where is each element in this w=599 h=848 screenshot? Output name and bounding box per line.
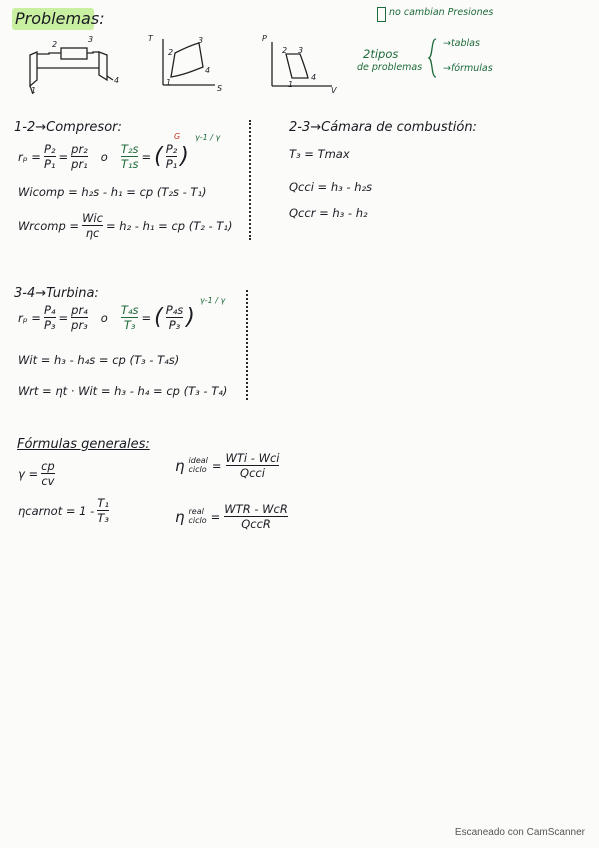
w-rcomp-fraction [82,212,103,239]
ts-point-1: 1 [166,78,172,87]
eq-sign: = [141,310,152,325]
paren-open: ( [154,144,163,170]
ts-axis-y: T [148,34,153,43]
gamma-formula [18,460,55,487]
frac-den: QccR [241,517,271,532]
page-title: Problemas: [15,9,105,28]
frac-num: T₁ [97,496,109,510]
carnot-fraction [97,497,109,524]
w-it-formula: Wit = h₃ - h₄s = cp (T₃ - T₄s) [18,353,180,367]
p-fraction [166,304,184,331]
frac-num: WTR - WcR [224,502,288,516]
frac-num: P₂ [43,142,56,156]
frac-num: pr₄ [71,303,88,317]
frac-num: Wic [82,211,103,225]
red-mark: G [174,132,181,141]
compresor-rp-formula [18,143,189,170]
turbina-heading: 3-4→Turbina: [14,286,99,301]
eq-sign: = [141,149,152,164]
or-word: o [100,310,108,325]
eq-sign: = [210,509,221,524]
frac-den: T₁s [120,157,139,172]
rp-fraction-2 [71,143,88,170]
w-rcomp-lhs: Wrcomp = [18,218,80,233]
frac-den: P₁ [43,157,56,172]
tipos-count: 2tipos [363,47,399,61]
camara-heading: 2-3→Cámara de combustión: [289,120,477,135]
ts-diagram [153,35,223,90]
eta-symbol: η [175,507,185,526]
frac-den: ηc [85,226,100,241]
frac-num: T₂s [120,142,139,156]
pv-point-3: 3 [298,46,304,55]
tipos-sub: de problemas [357,62,423,73]
w-rt-formula: Wrt = ηt · Wit = h₃ - h₄ = cp (T₃ - T₄) [18,384,228,398]
paren-open: ( [154,305,163,331]
frac-den: pr₃ [71,318,88,333]
rp-fraction-1 [44,143,56,170]
frac-num: pr₂ [71,142,88,156]
pv-axis-y: P [262,34,267,43]
eta-ideal-formula [175,452,279,479]
gamma-fraction [41,460,55,487]
pv-axis-x: V [331,86,337,95]
cycle-label-2: 2 [52,40,58,49]
frac-den: P₃ [168,318,181,333]
frac-den: cv [41,474,55,489]
ts-point-3: 3 [198,36,204,45]
eta-sub: ciclo [188,464,207,474]
eta-ideal-fraction [226,452,280,479]
w-rcomp-rhs: = h₂ - h₁ = cp (T₂ - T₁) [105,218,233,233]
ts-point-4: 4 [205,66,211,75]
frac-den: Qcci [240,466,265,481]
w-icomp-formula: Wicomp = h₂s - h₁ = cp (T₂s - T₁) [18,185,207,199]
eta-real-formula [175,503,288,530]
frac-num: P₄s [165,303,184,317]
frac-num: WTi - Wci [225,451,280,465]
frac-den: P₃ [43,318,56,333]
eq-sign: = [211,458,222,473]
ts-axis-x: S [217,84,223,93]
camara-qcci: Qcci = h₃ - h₂s [289,180,373,194]
carnot-formula [18,497,109,524]
pv-point-1: 1 [288,80,294,89]
rp-lhs: rₚ = [18,149,41,164]
camara-t3: T₃ = Tmax [289,147,350,161]
eta-sup: ideal [188,455,208,465]
p-fraction [166,143,178,170]
gamma-lhs: γ = [18,466,39,481]
pv-point-2: 2 [282,46,288,55]
turbina-rp-formula [18,304,195,331]
paren-close: ) [180,144,189,170]
eta-ideal-sub [189,457,208,475]
frac-den: P₁ [165,157,178,172]
pv-point-4: 4 [311,73,317,82]
tipos-b: →fórmulas [443,63,493,74]
scanner-watermark: Escaneado con CamScanner [454,827,585,838]
note-text: no cambian Presiones [389,7,494,18]
pv-diagram [266,40,341,90]
paren-close: ) [186,305,195,331]
cycle-label-4: 4 [114,76,120,85]
eta-real-fraction [224,503,288,530]
rp-lhs: rₚ = [18,310,41,325]
compresor-exponent: γ-1 / γ [195,133,221,142]
t-fraction [121,143,139,170]
eq-sign: = [58,310,69,325]
cycle-label-1: 1 [31,86,37,95]
cycle-schematic [27,40,127,100]
frac-num: P₂ [165,142,178,156]
camara-qccr: Qccr = h₃ - h₂ [289,206,368,220]
cycle-label-3: 3 [88,35,94,44]
frac-num: P₄ [43,303,56,317]
eta-symbol: η [175,456,185,475]
eta-real-sub [189,508,207,526]
frac-den: T₃ [97,511,109,526]
eta-sub: ciclo [188,515,207,525]
eq-sign: = [58,149,69,164]
rp-fraction-2 [71,304,88,331]
w-rcomp-formula [18,212,232,239]
ts-point-2: 2 [168,48,174,57]
compresor-heading: 1-2→Compresor: [14,120,122,135]
frac-num: T₄s [120,303,139,317]
t-fraction [121,304,139,331]
generales-heading: Fórmulas generales: [17,437,150,452]
frac-den: T₃ [123,318,136,333]
frac-num: cp [41,459,55,473]
frac-den: pr₁ [71,157,88,172]
eta-sup: real [188,506,204,516]
divider-top [249,120,251,240]
divider-bottom [246,290,248,400]
tipos-a: →tablas [443,38,480,49]
carnot-lhs: ηcarnot = 1 - [18,503,95,518]
rp-fraction-1 [44,304,56,331]
turbina-exponent: γ-1 / γ [200,296,226,305]
checkbox-icon [377,7,386,22]
or-word: o [100,149,108,164]
curly-brace-icon [428,38,438,78]
